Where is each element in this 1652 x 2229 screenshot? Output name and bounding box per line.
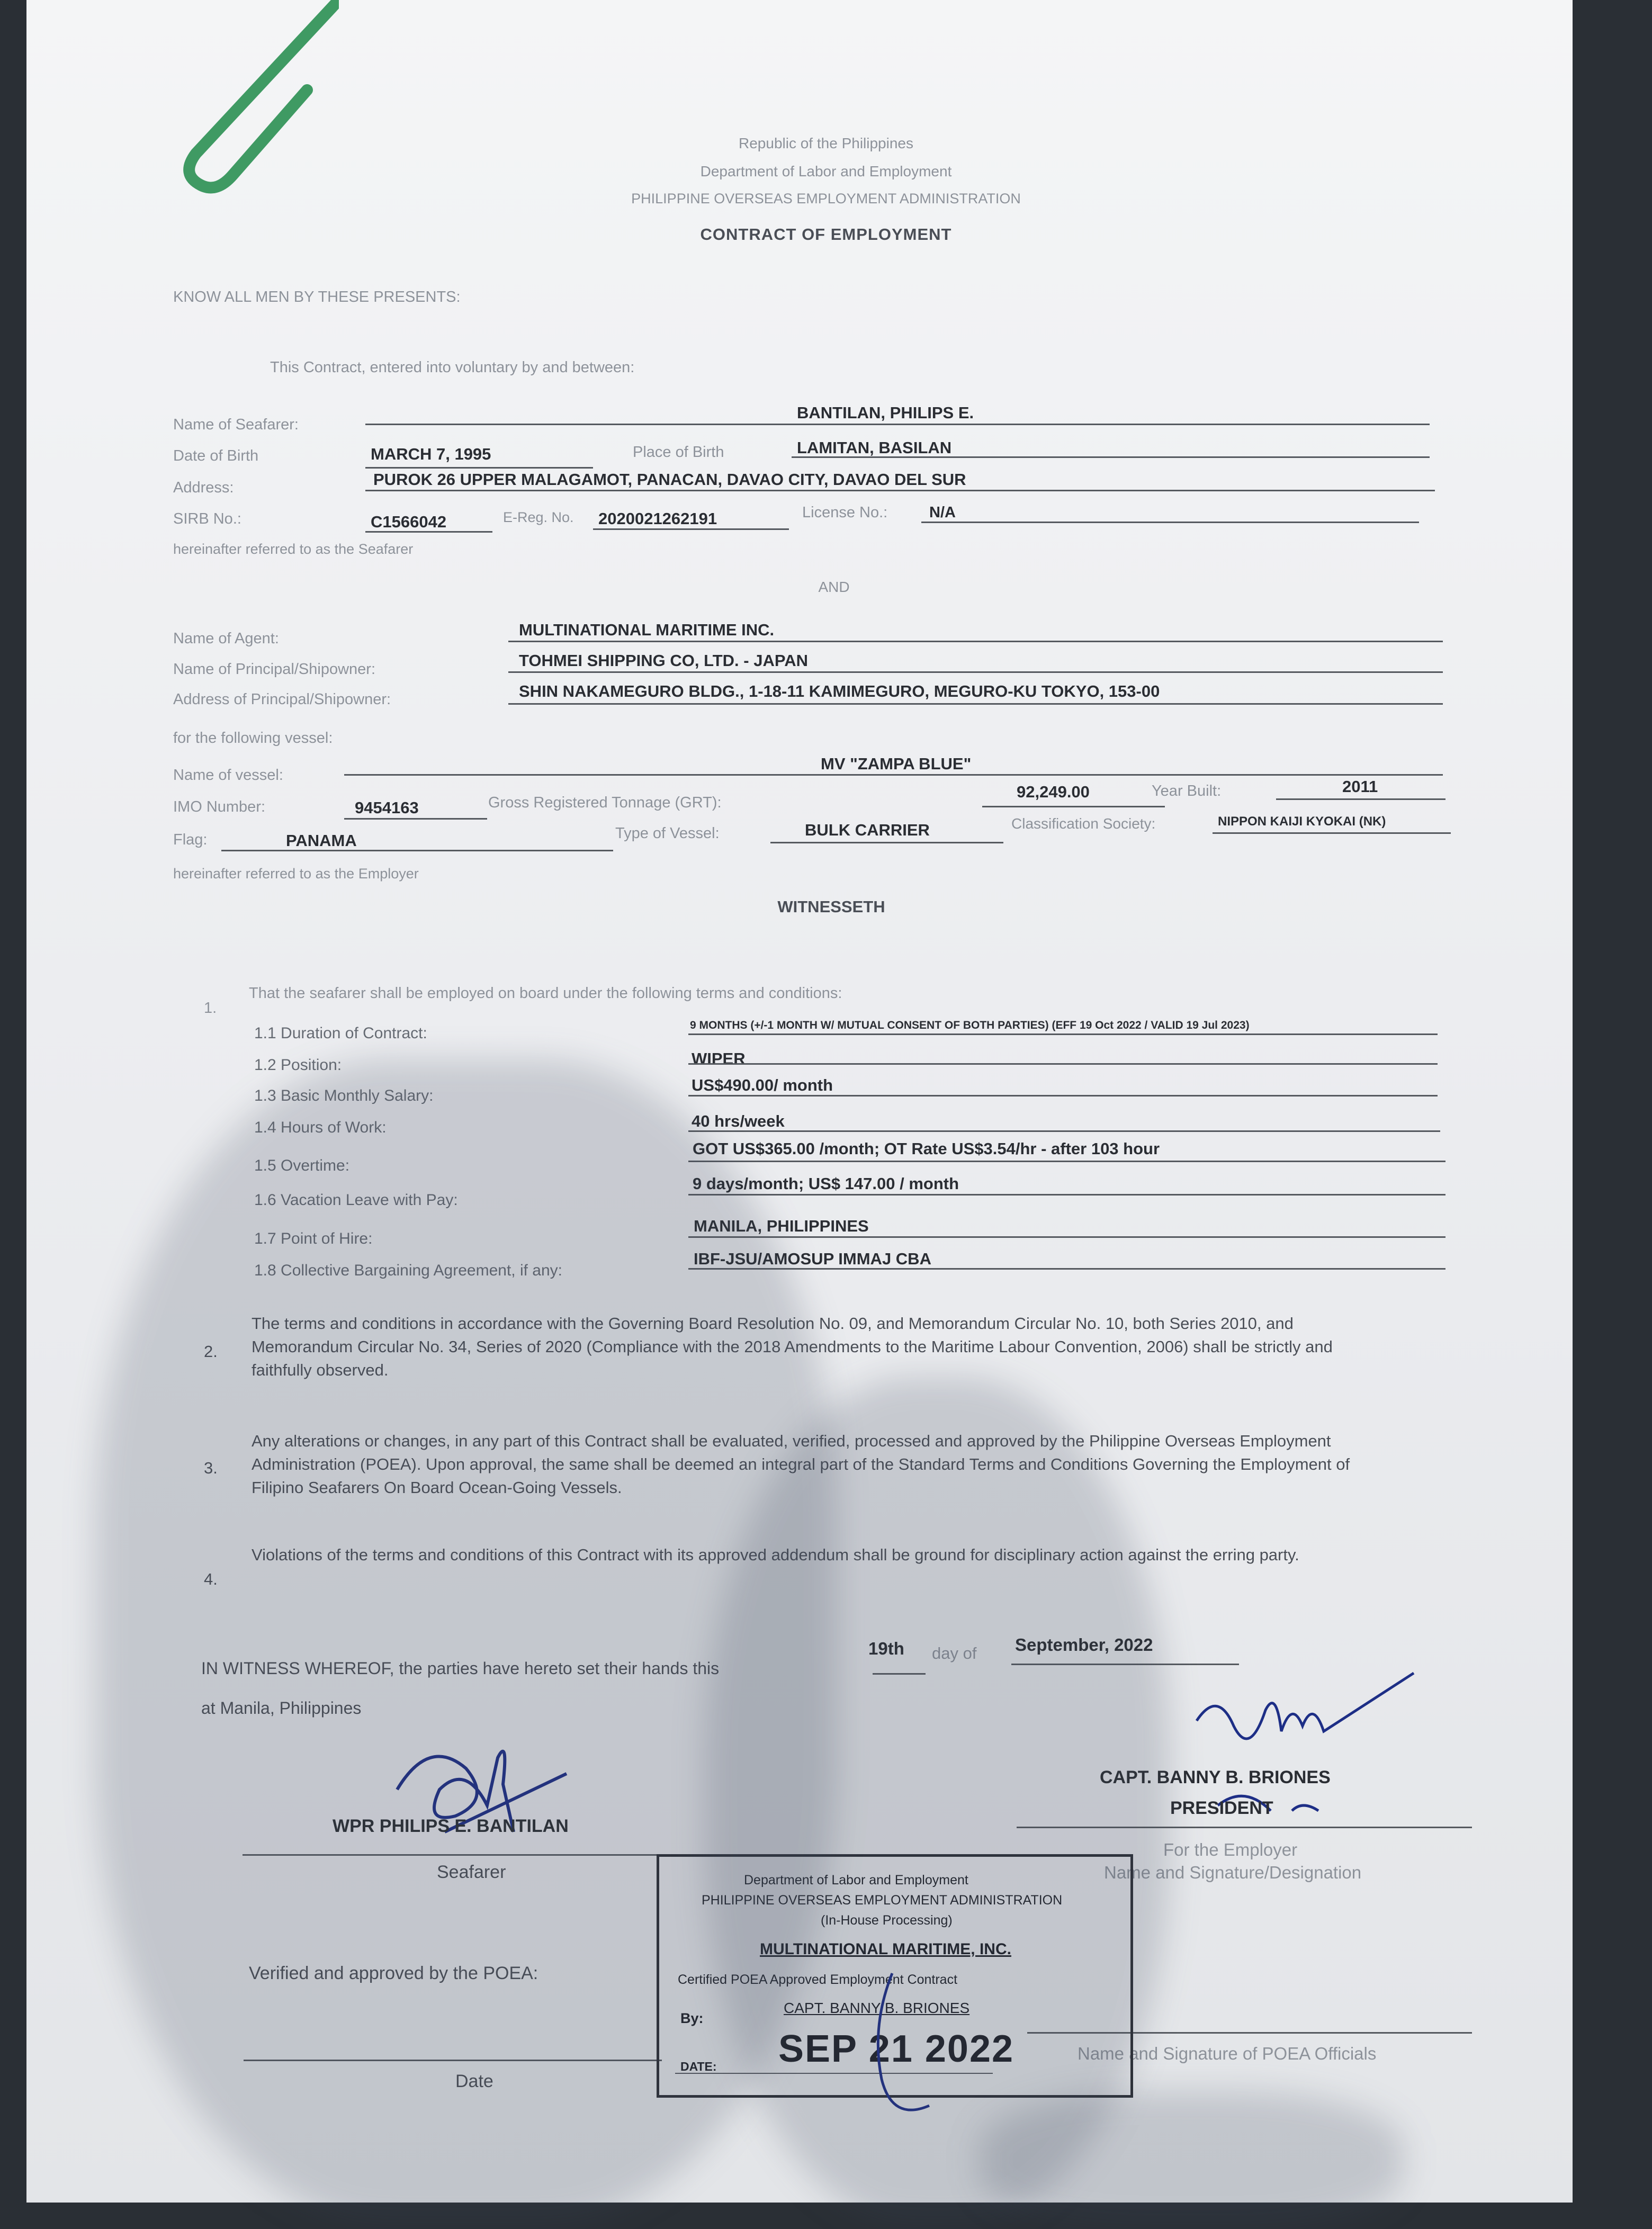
pob-label: Place of Birth bbox=[633, 444, 724, 461]
employer-name: CAPT. BANNY B. BRIONES bbox=[1100, 1767, 1331, 1787]
term-label: 1.8 Collective Bargaining Agreement, if any: bbox=[254, 1262, 562, 1279]
stamp-line-3: (In-House Processing) bbox=[821, 1913, 953, 1928]
license-value: N/A bbox=[929, 504, 956, 521]
address-value: PUROK 26 UPPER MALAGAMOT, PANACAN, DAVAO CITY, DAVAO DEL SUR bbox=[373, 470, 966, 489]
stamp-by-label: By: bbox=[680, 2010, 704, 2026]
term-label: 1.6 Vacation Leave with Pay: bbox=[254, 1191, 458, 1209]
term-value: 40 hrs/week bbox=[692, 1112, 785, 1130]
employer-caption: Name and Signature/Designation bbox=[1104, 1863, 1362, 1882]
witnesseth-heading: WITNESSETH bbox=[777, 897, 885, 916]
date-caption: Date bbox=[455, 2071, 493, 2091]
term-label: 1.1 Duration of Contract: bbox=[254, 1024, 427, 1042]
verified-label: Verified and approved by the POEA: bbox=[249, 1963, 538, 1983]
term-1-number: 1. bbox=[204, 1000, 217, 1017]
term-label: 1.4 Hours of Work: bbox=[254, 1119, 387, 1136]
stamp-date-label: DATE: bbox=[680, 2060, 717, 2073]
year-built-label: Year Built: bbox=[1152, 783, 1222, 799]
employer-referred-text: hereinafter referred to as the Employer bbox=[173, 866, 419, 882]
witness-date: September, 2022 bbox=[1015, 1635, 1153, 1655]
imo-label: IMO Number: bbox=[173, 798, 266, 815]
clause-3-text: Any alterations or changes, in any part of this Contract shall be evaluated, verified, processed and approved by the Philippine Overseas Employment Administration (POEA). Upon approval, the same shall be deemed an integral part of the Standard Terms and Conditions Governing the Employment of Filipino Seafarers On Board Ocean-Going Vessels. bbox=[252, 1432, 1350, 1497]
clause-2-number: 2. bbox=[204, 1342, 218, 1361]
dob-value: MARCH 7, 1995 bbox=[371, 445, 491, 463]
ereg-value: 2020021262191 bbox=[598, 509, 717, 528]
header-agency: PHILIPPINE OVERSEAS EMPLOYMENT ADMINISTRATION bbox=[631, 191, 1021, 206]
principal-label: Name of Principal/Shipowner: bbox=[173, 661, 376, 678]
poea-officials-caption: Name and Signature of POEA Officials bbox=[1078, 2044, 1377, 2063]
term-value: IBF-JSU/AMOSUP IMMAJ CBA bbox=[694, 1250, 931, 1268]
term-label: 1.7 Point of Hire: bbox=[254, 1230, 373, 1247]
witness-text: IN WITNESS WHEREOF, the parties have hereto set their hands this bbox=[201, 1659, 720, 1678]
and-divider: AND bbox=[818, 579, 850, 595]
vessel-value: MV "ZAMPA BLUE" bbox=[821, 754, 972, 773]
know-all-text: KNOW ALL MEN BY THESE PRESENTS: bbox=[173, 289, 461, 305]
seafarer-signature bbox=[365, 1726, 598, 1858]
license-label: License No.: bbox=[802, 504, 888, 521]
agent-value: MULTINATIONAL MARITIME INC. bbox=[519, 621, 775, 639]
stamp-by-name: CAPT. BANNY B. BRIONES bbox=[784, 2000, 970, 2016]
seafarer-name-value: BANTILAN, PHILIPS E. bbox=[797, 403, 974, 422]
agent-label: Name of Agent: bbox=[173, 630, 279, 647]
witness-place: at Manila, Philippines bbox=[201, 1698, 362, 1718]
header-department: Department of Labor and Employment bbox=[700, 163, 952, 179]
term-value: WIPER bbox=[692, 1049, 746, 1068]
term-value: MANILA, PHILIPPINES bbox=[694, 1217, 869, 1235]
vessel-label: Name of vessel: bbox=[173, 767, 283, 784]
clause-3-number: 3. bbox=[204, 1459, 218, 1477]
clause-4-text: Violations of the terms and conditions of this Contract with its approved addendum shall be ground for disciplinary action against the erring party. bbox=[252, 1545, 1299, 1564]
witness-day: 19th bbox=[868, 1639, 904, 1658]
poea-stamp bbox=[657, 1854, 1133, 2098]
imo-value: 9454163 bbox=[355, 798, 419, 817]
principal-address-label: Address of Principal/Shipowner: bbox=[173, 691, 391, 708]
stamp-line-1: Department of Labor and Employment bbox=[744, 1873, 968, 1888]
stamp-line-2: PHILIPPINE OVERSEAS EMPLOYMENT ADMINISTRATION bbox=[702, 1893, 1063, 1908]
clause-2-text: The terms and conditions in accordance with the Governing Board Resolution No. 09, and Memorandum Circular No. 10, both Series 2010, and Memorandum Circular No. 34, Series of 2020 (Compliance with the 2018 Amendments to the Maritime Labour Convention, 2006) shall be strictly and faithfully observed. bbox=[252, 1314, 1333, 1379]
header-republic: Republic of the Philippines bbox=[739, 135, 913, 151]
contract-between-text: This Contract, entered into voluntary by and between: bbox=[270, 359, 635, 376]
pob-value: LAMITAN, BASILAN bbox=[797, 438, 952, 457]
vessel-type-value: BULK CARRIER bbox=[805, 821, 930, 839]
term-value: 9 MONTHS (+/-1 MONTH W/ MUTUAL CONSENT OF BOTH PARTIES) (EFF 19 Oct 2022 / VALID 19 Jul 2023) bbox=[690, 1019, 1250, 1031]
employer-for: For the Employer bbox=[1163, 1840, 1298, 1859]
term-label: 1.2 Position: bbox=[254, 1056, 342, 1074]
term-label: 1.5 Overtime: bbox=[254, 1157, 350, 1174]
flag-value: PANAMA bbox=[286, 831, 357, 850]
term-value: GOT US$365.00 /month; OT Rate US$3.54/hr - after 103 hour bbox=[693, 1139, 1160, 1158]
sirb-label: SIRB No.: bbox=[173, 510, 241, 527]
seafarer-caption: Seafarer bbox=[437, 1862, 506, 1882]
year-built-value: 2011 bbox=[1342, 777, 1378, 796]
vessel-type-label: Type of Vessel: bbox=[615, 825, 720, 842]
address-label: Address: bbox=[173, 479, 234, 496]
stamp-date: SEP 21 2022 bbox=[778, 2028, 1014, 2070]
term-label: 1.3 Basic Monthly Salary: bbox=[254, 1087, 434, 1104]
flag-label: Flag: bbox=[173, 831, 208, 848]
document-page bbox=[26, 0, 1573, 2203]
term-value: US$490.00/ month bbox=[692, 1076, 833, 1094]
classification-value: NIPPON KAIJI KYOKAI (NK) bbox=[1218, 814, 1386, 829]
sirb-value: C1566042 bbox=[371, 513, 447, 531]
stamp-company: MULTINATIONAL MARITIME, INC. bbox=[760, 1940, 1011, 1958]
stamp-signature bbox=[850, 1963, 956, 2122]
seafarer-referred-text: hereinafter referred to as the Seafarer bbox=[173, 541, 414, 557]
following-vessel-text: for the following vessel: bbox=[173, 730, 333, 747]
principal-value: TOHMEI SHIPPING CO, LTD. - JAPAN bbox=[519, 651, 808, 670]
ereg-label: E-Reg. No. bbox=[503, 509, 574, 525]
employer-title: PRESIDENT bbox=[1170, 1798, 1273, 1818]
seafarer-name: WPR PHILIPS E. BANTILAN bbox=[333, 1816, 569, 1836]
grt-value: 92,249.00 bbox=[1017, 783, 1090, 801]
page-title: CONTRACT OF EMPLOYMENT bbox=[700, 225, 952, 244]
principal-address-value: SHIN NAKAMEGURO BLDG., 1-18-11 KAMIMEGURO, MEGURO-KU TOKYO, 153-00 bbox=[519, 682, 1160, 700]
dob-label: Date of Birth bbox=[173, 447, 259, 464]
term-value: 9 days/month; US$ 147.00 / month bbox=[693, 1174, 959, 1193]
witness-day-of: day of bbox=[932, 1644, 977, 1662]
grt-label: Gross Registered Tonnage (GRT): bbox=[488, 794, 722, 811]
classification-label: Classification Society: bbox=[1011, 815, 1156, 832]
terms-intro: That the seafarer shall be employed on board under the following terms and conditions: bbox=[249, 985, 842, 1002]
clause-4-number: 4. bbox=[204, 1570, 218, 1588]
stamp-certified: Certified POEA Approved Employment Contract bbox=[678, 1972, 958, 1987]
seafarer-name-label: Name of Seafarer: bbox=[173, 416, 299, 433]
